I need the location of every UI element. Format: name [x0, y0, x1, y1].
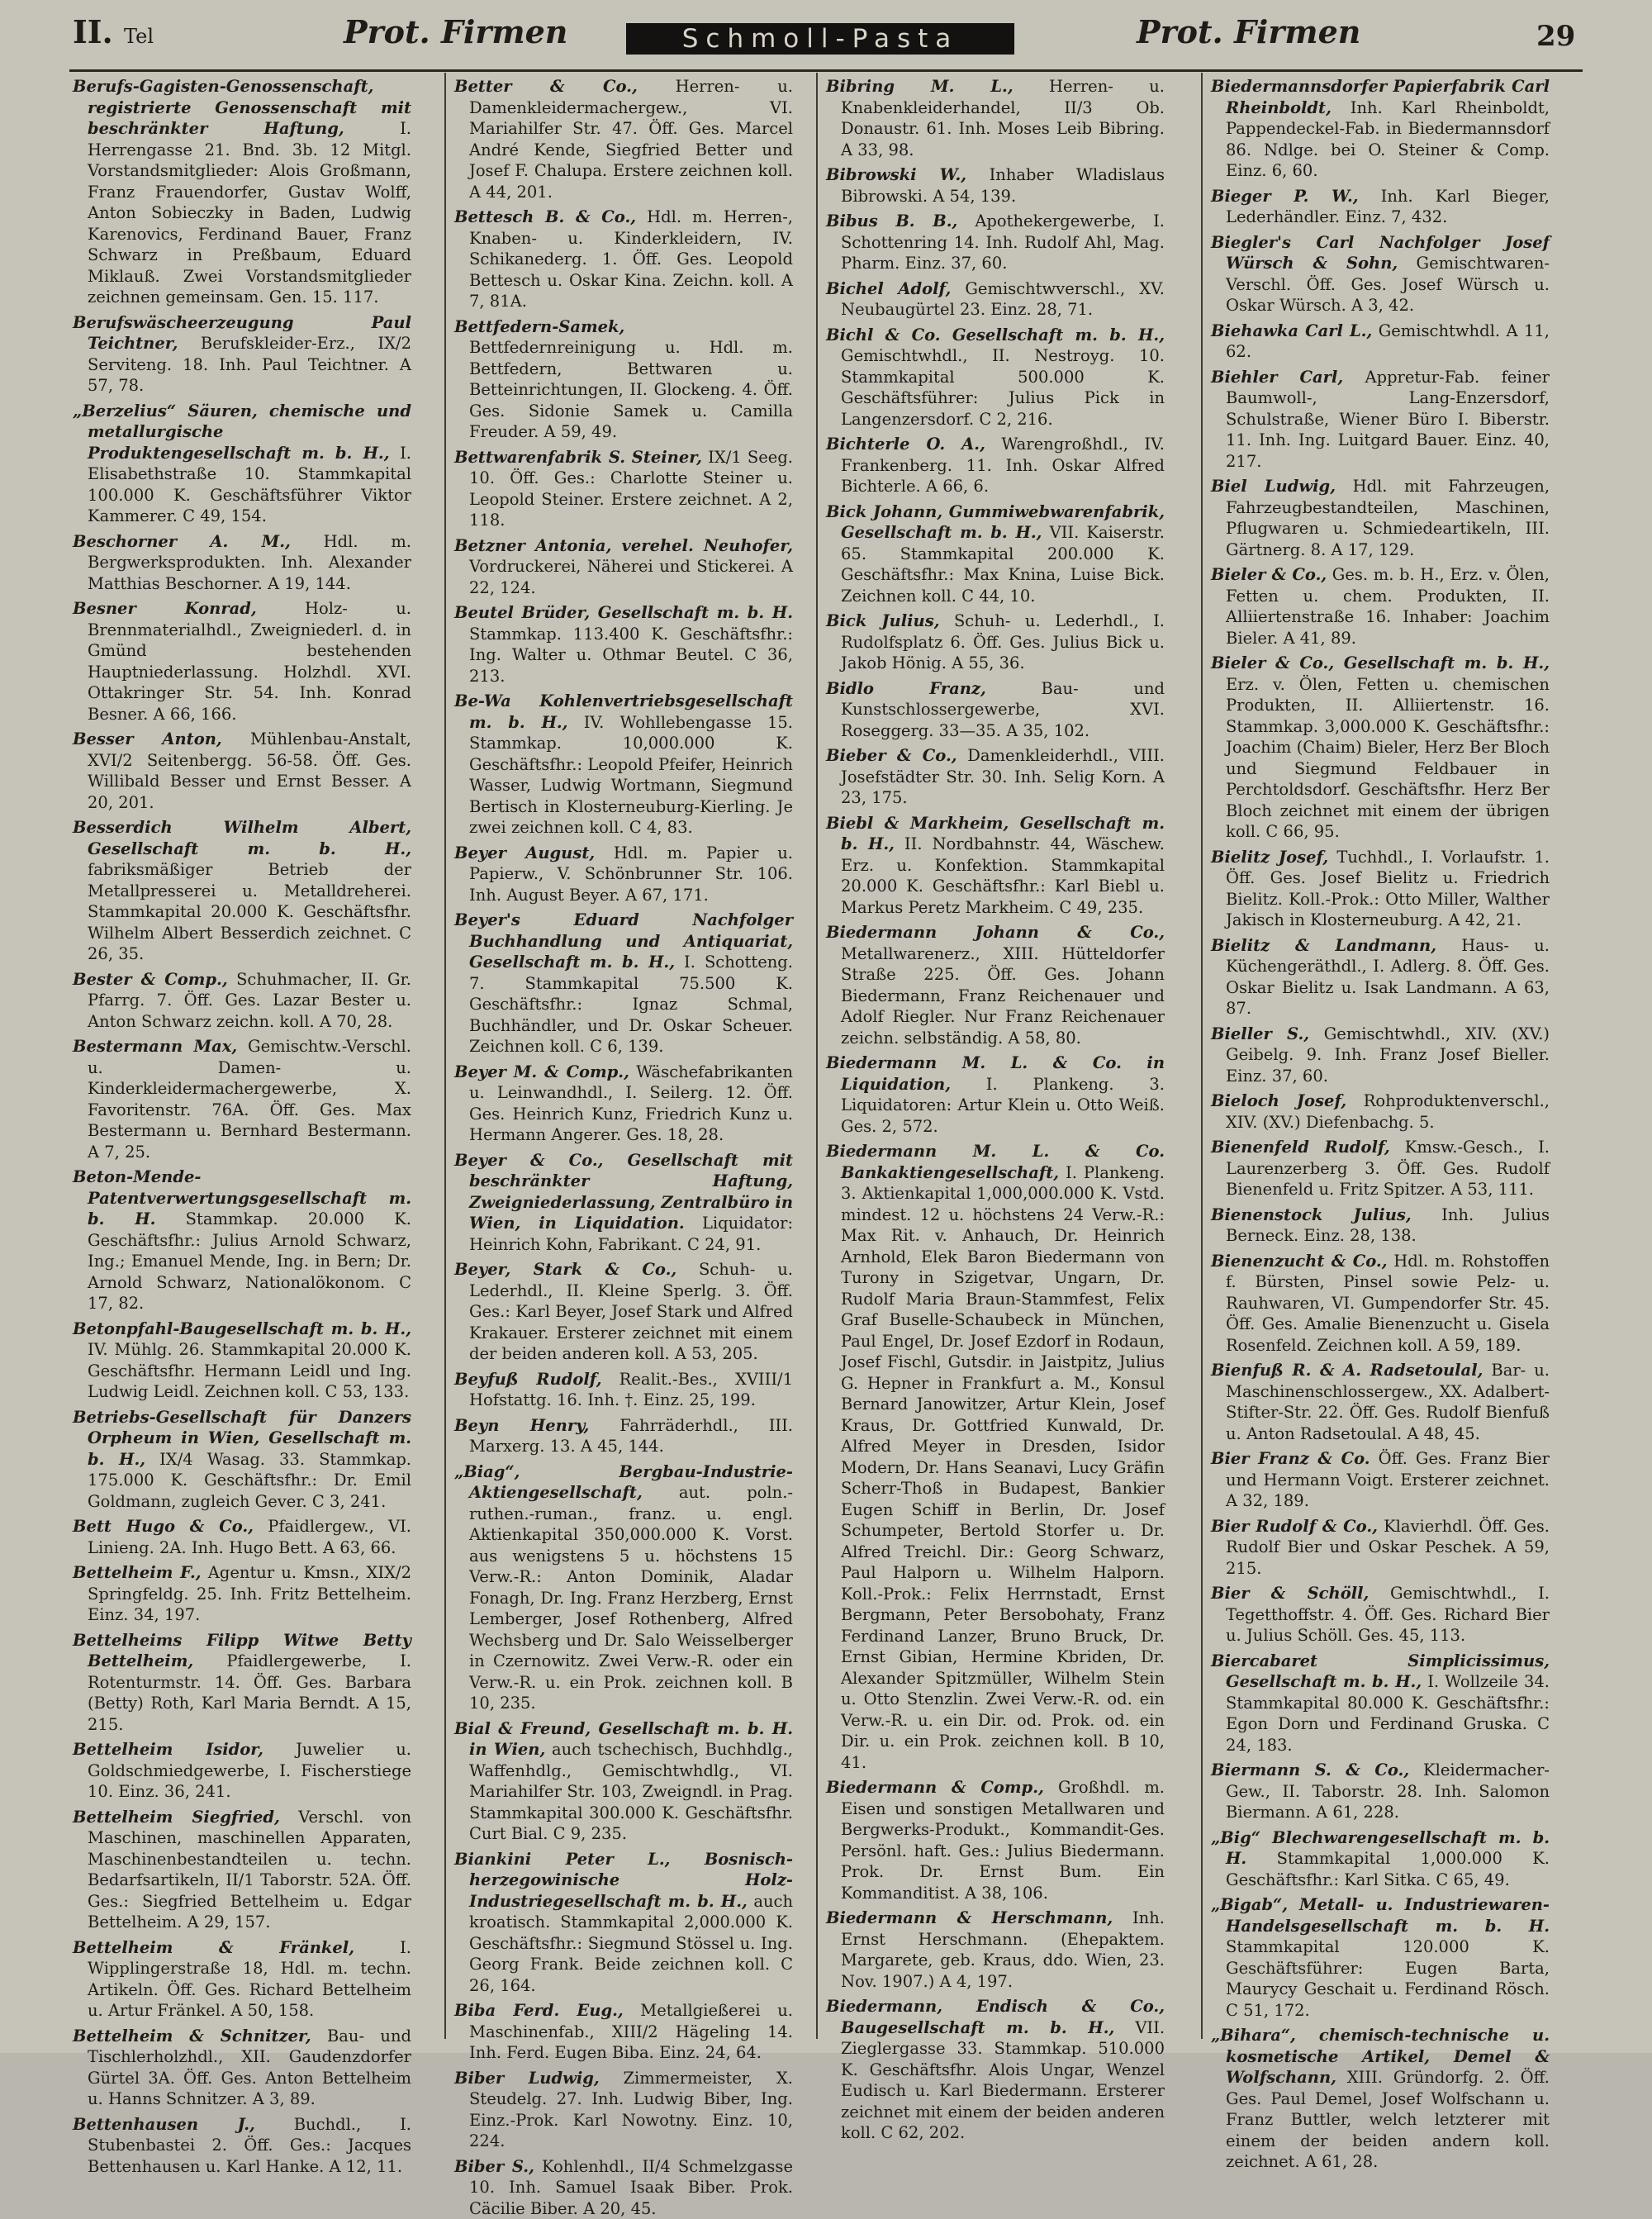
directory-entry	[1211, 1651, 1550, 1756]
directory-entry	[454, 602, 793, 687]
entry-details: Inh. Ernst Herschmann. (Ehepaktem. Margarete, geb. Kraus, ddo. Wien, 23. Nov. 1907.) A 4, 197.	[841, 1908, 1165, 1991]
entry-company-name: Bettelheims Filipp Witwe Betty Bettelheim,	[73, 1631, 411, 1671]
entry-details: Stammkap. 20.000 K. Geschäftsfhr.: Julius Arnold Schwarz, Ing.; Emanuel Mende, Ing. in Bern; Dr. Arnold Schwarz, Nationalökonom. C 17, 82.	[88, 1209, 411, 1313]
entry-details: Gemischtwhdl., I. Tegetthoffstr. 4. Öff. Ges. Richard Bier u. Julius Schöll. Ges. 45, 113.	[1226, 1584, 1550, 1645]
entry-details: Kmsw.-Gesch., I. Laurenzerberg 3. Öff. Ges. Rudolf Bienenfeld u. Fritz Spitzer. A 53, 111.	[1226, 1138, 1550, 1199]
entry-company-name: Biber Ludwig,	[454, 2069, 600, 2088]
directory-entry	[1211, 1090, 1550, 1133]
entry-details: Klavierhdl. Öff. Ges. Rudolf Bier und Oskar Peschek. A 59, 215.	[1226, 1517, 1550, 1578]
directory-entry	[1211, 232, 1550, 316]
directory-entry	[454, 1062, 793, 1146]
entry-details: Metallgießerei u. Maschinenfab., XIII/2 Hägeling 14. Inh. Ferd. Eugen Biba. Einz. 24, 64.	[469, 2001, 793, 2062]
entry-company-name: Biedermann & Comp.,	[826, 1778, 1044, 1797]
entry-details: Öff. Ges. Franz Bier und Hermann Voigt. Ersterer zeichnet. A 32, 189.	[1226, 1449, 1550, 1510]
entry-company-name: Bieler & Co.,	[1211, 565, 1327, 584]
entry-company-name: Bienfuß R. & A. Radsetoulal,	[1211, 1361, 1483, 1380]
entry-details: VII. Kaiserstr. 65. Stammkapital 200.000 K. Geschäftsfhr.: Max Knina, Luise Bick. Zeichnen koll. C 44, 10.	[841, 523, 1165, 606]
entry-details: Realit.-Bes., XVIII/1 Hofstattg. 16. Inh. †. Einz. 25, 199.	[469, 1370, 793, 1410]
entry-details: Schuh- u. Lederhdl., II. Kleine Sperlg. 3. Öff. Ges.: Karl Beyer, Josef Stark und Alfred Krakauer. Ersterer zeichnet mit einem der beiden anderen koll. A 53, 205.	[469, 1260, 793, 1363]
section-title-right: Prot. Firmen	[1137, 13, 1360, 50]
entry-details: Gemischtwverschl., XV. Neubaugürtel 23. Einz. 28, 71.	[841, 279, 1165, 320]
directory-entry	[73, 1516, 411, 1558]
entry-details: I. Wipplingerstraße 18, Hdl. m. techn. Artikeln. Öff. Ges. Richard Bettelheim u. Artur Fränkel. A 50, 158.	[88, 1938, 411, 2021]
entry-details: Ges. m. b. H., Erz. v. Ölen, Fetten u. chem. Produkten, II. Alliiertenstraße 16. Inhaber: Joachim Bieler. A 41, 89.	[1226, 565, 1550, 648]
directory-entry	[1211, 1137, 1550, 1200]
entry-company-name: „Bihara“, chemisch-technische u. kosmetische Artikel, Demel & Wolfschann,	[1211, 2026, 1550, 2087]
entry-details: Gemischtwhdl., II. Nestroyg. 10. Stammkapital 500.000 K. Geschäftsführer: Julius Pick in Langenzersdorf. C 2, 216.	[841, 346, 1165, 429]
entry-company-name: Bichel Adolf,	[826, 279, 951, 298]
entry-details: Damenkleiderhdl., VIII. Josefstädter Str. 30. Inh. Selig Korn. A 23, 175.	[841, 746, 1165, 807]
entry-company-name: „Berzelius“ Säuren, chemische und metallurgische Produktengesellschaft m. b. H.,	[73, 402, 411, 463]
directory-entry	[73, 531, 411, 595]
entry-company-name: Bestermann Max,	[73, 1037, 237, 1056]
entry-details: auch tschechisch, Buchhdlg., Waffenhdlg., Gemischtwhdlg., VI. Mariahilfer Str. 103, Zweigndl. in Prag. Stammkapital 300.000 K. Geschäftsfhr. Curt Bial. C 9, 235.	[469, 1740, 793, 1843]
entry-company-name: Bettwarenfabrik S. Steiner,	[454, 448, 702, 467]
entry-company-name: Bibring M. L.,	[826, 77, 1014, 96]
entry-company-name: Bieber & Co.,	[826, 746, 957, 765]
entry-company-name: Bick Julius,	[826, 611, 939, 630]
entry-details: Inhaber Wladislaus Bibrowski. A 54, 139.	[841, 165, 1165, 206]
entry-company-name: Biegler's Carl Nachfolger Josef Würsch & Sohn,	[1211, 233, 1550, 273]
directory-entry	[454, 1415, 793, 1457]
entry-company-name: Beton-Mende-Patentverwertungsgesellschaft m. b. H.	[73, 1167, 411, 1228]
entry-details: I. Herrengasse 21. Bnd. 3b. 12 Mitgl. Vorstandsmitglieder: Alois Großmann, Franz Frauendorfer, Gustav Wolff, Anton Sobieczky in Baden, Ludwig Karenovics, Ferdinand Bauer, Franz Schwarz in Preßbaum, Eduard Miklauß. Zwei Vorstandsmitglieder zeichnen gemeinsam. Gen. 15. 117.	[88, 119, 411, 306]
entry-company-name: Bibrowski W.,	[826, 165, 966, 184]
entry-company-name: Bettelheim & Fränkel,	[73, 1938, 354, 1957]
directory-entry	[1211, 476, 1550, 560]
directory-entry	[454, 1259, 793, 1365]
entry-company-name: Biedermann M. L. & Co. Bankaktiengesellschaft,	[826, 1142, 1165, 1182]
entry-details: Großhdl. m. Eisen und sonstigen Metallwaren und Bergwerks-Produkt., Kommandit-Ges. Persönl. haft. Ges.: Julius Biedermann. Prok. Dr. Ernst Bum. Ein Kommanditist. A 38, 106.	[841, 1778, 1165, 1903]
entry-company-name: Be-Wa Kohlenvertriebsgesellschaft m. b. H.,	[454, 691, 793, 732]
entry-company-name: Bester & Comp.,	[73, 970, 228, 989]
entry-company-name: Bienenfeld Rudolf,	[1211, 1138, 1390, 1157]
entry-company-name: Bienenstock Julius,	[1211, 1205, 1412, 1224]
column-divider	[816, 73, 818, 2039]
entry-company-name: Biber S.,	[454, 2157, 534, 2176]
directory-entry	[1211, 76, 1550, 182]
directory-entry	[1211, 1516, 1550, 1580]
entry-company-name: Bielitz Josef,	[1211, 848, 1328, 867]
entry-details: Tuchhdl., I. Vorlaufstr. 1. Öff. Ges. Josef Bielitz u. Friedrich Bielitz. Koll.-Prok.: Otto Miller, Walther Jakisch in Klosterneuburg. A 42, 21.	[1226, 848, 1550, 930]
directory-entry	[1211, 186, 1550, 228]
entry-details: XIII. Gründorfg. 2. Öff. Ges. Paul Demel, Josef Wolfschann u. Franz Buttler, welch letzterer mit einem der beiden andern koll. zeichnet. A 61, 28.	[1226, 2068, 1550, 2171]
directory-entry	[826, 501, 1165, 607]
directory-entry	[826, 164, 1165, 207]
directory-entry	[826, 278, 1165, 321]
directory-entry	[826, 211, 1165, 274]
directory-entry	[73, 729, 411, 813]
entry-details: Warengroßhdl., IV. Frankenberg. 11. Inh. Oskar Alfred Bichterle. A 66, 6.	[841, 435, 1165, 496]
entry-details: Hdl. m. Rohstoffen f. Bürsten, Pinsel sowie Pelz- u. Rauhwaren, VI. Gumpendorfer Str. 45. Öff. Ges. Amalie Bienenzucht u. Gisela Rosenfeld. Zeichnen koll. A 59, 189.	[1226, 1252, 1550, 1355]
entry-details: II. Nordbahnstr. 44, Wäschew. Erz. u. Konfektion. Stammkapital 20.000 K. Geschäftsfhr.: Karl Biebl u. Markus Peretz Markheim. C 49, 235.	[841, 834, 1165, 917]
directory-entry	[73, 1630, 411, 1736]
entry-details: Gemischtwhdl., XIV. (XV.) Geibelg. 9. Inh. Franz Josef Bieller. Einz. 37, 60.	[1226, 1024, 1550, 1086]
entry-details: Bar- u. Maschinenschlossergew., XX. Adalbert-Stifter-Str. 22. Öff. Ges. Rudolf Bienfuß u. Anton Radsetoulal. A 48, 45.	[1226, 1361, 1550, 1443]
entry-company-name: „Bigab“, Metall- u. Industriewaren-Handelsgesellschaft m. b. H.	[1211, 1895, 1550, 1936]
directory-entry	[1211, 653, 1550, 843]
directory-entry	[826, 813, 1165, 919]
entry-company-name: Betonpfahl-Baugesellschaft m. b. H.,	[73, 1319, 411, 1338]
directory-entry	[826, 325, 1165, 430]
entry-details: Liquidator: Heinrich Kohn, Fabrikant. C 24, 91.	[469, 1214, 793, 1254]
entry-details: Stammkapital 1,000.000 K. Geschäftsfhr.: Karl Sitka. C 65, 49.	[1226, 1849, 1550, 1889]
directory-entry	[1211, 1583, 1550, 1646]
entry-details: fabriksmäßiger Betrieb der Metallpresserei u. Metalldreherei. Stammkapital 20.000 K. Geschäftsfhr. Wilhelm Albert Besserdich zeichnet. C 26, 35.	[88, 860, 411, 963]
directory-entry	[454, 1849, 793, 1997]
entry-details: auch kroatisch. Stammkapital 2,000.000 K. Geschäftsfhr.: Siegmund Stössel u. Ing. Georg Frank. Beide zeichnen koll. C 26, 164.	[469, 1892, 793, 1995]
entry-company-name: Bett Hugo & Co.,	[73, 1517, 254, 1536]
entry-company-name: Bieler & Co., Gesellschaft m. b. H.,	[1211, 653, 1550, 672]
entry-details: Gemischtw.-Verschl. u. Damen- u. Kinderkleidermachergewerbe, X. Favoritenstr. 76A. Öff. Ges. Max Bestermann u. Bernhard Bestermann. A 7, 25.	[88, 1037, 411, 1162]
entry-company-name: Bieloch Josef,	[1211, 1091, 1346, 1110]
directory-entry	[73, 969, 411, 1033]
directory-entry	[826, 1052, 1165, 1137]
directory-entry	[73, 2026, 411, 2110]
directory-entry	[73, 1167, 411, 1314]
entry-details: Mühlenbau-Anstalt, XVI/2 Seitenbergg. 56-58. Öff. Ges. Willibald Besser und Ernst Besser. A 20, 201.	[88, 729, 411, 812]
entry-details: Agentur u. Kmsn., XIX/2 Springfeldg. 25. Inh. Fritz Bettelheim. Einz. 34, 197.	[88, 1563, 411, 1624]
directory-entry	[1211, 1827, 1550, 1891]
directory-entry	[1211, 1024, 1550, 1087]
directory-entry	[454, 1369, 793, 1411]
directory-entry	[454, 2068, 793, 2152]
entry-company-name: Beyer, Stark & Co.,	[454, 1260, 676, 1279]
entry-company-name: Beyer & Co., Gesellschaft mit beschränkter Haftung, Zweigniederlassung, Zentralbüro in Wien, in Liquidation.	[454, 1151, 793, 1233]
directory-entry	[826, 1996, 1165, 2144]
entry-details: Vordruckerei, Näherei und Stickerei. A 22, 124.	[469, 557, 793, 597]
directory-entry	[73, 401, 411, 527]
entry-details: I. Wollzeile 34. Stammkapital 80.000 K. Geschäftsfhr.: Egon Dorn und Ferdinand Gruska. C 24, 183.	[1226, 1672, 1550, 1755]
directory-entry	[73, 1319, 411, 1403]
directory-entry	[826, 1141, 1165, 1773]
entry-company-name: Berufs-Gagisten-Genossenschaft, registrierte Genossenschaft mit beschränkter Haftung,	[73, 77, 411, 138]
entry-company-name: Beyn Henry,	[454, 1416, 589, 1435]
directory-entry	[73, 1807, 411, 1933]
entry-company-name: Bichl & Co. Gesellschaft m. b. H.,	[826, 325, 1165, 344]
entry-details: aut. poln.-ruthen.-ruman., franz. u. engl. Aktienkapital 350,000.000 K. Vorst. aus wenigstens 5 u. höchstens 15 Verw.-R.: Anton Dominik, Aladar Fonagh, Dr. Ing. Franz Herzberg, Ernst Lemberger, Josef Rothenberg, Alfred Wechsberg und Dr. Salo Weisselberger in Czernowitz. Zwei Verw.-R. oder ein Verw.-R. u. ein Prok. zeichnen koll. B 10, 235.	[469, 1483, 793, 1713]
directory-entry	[73, 817, 411, 965]
entry-company-name: Bibus B. B.,	[826, 211, 957, 230]
entry-details: Kohlenhdl., II/4 Schmelzgasse 10. Inh. Samuel Isaak Biber. Prok. Cäcilie Biber. A 20, 45.	[469, 2157, 793, 2218]
entry-details: Pfaidlergew., VI. Linieng. 2A. Inh. Hugo Bett. A 63, 66.	[88, 1517, 411, 1557]
entry-company-name: Bier Rudolf & Co.,	[1211, 1517, 1378, 1536]
entry-details: IV. Mühlg. 26. Stammkapital 20.000 K. Geschäftsfhr. Hermann Leidl und Ing. Ludwig Leidl. Zeichnen koll. C 53, 133.	[88, 1340, 411, 1401]
entry-company-name: Bettesch B. & Co.,	[454, 207, 636, 226]
column-divider	[444, 73, 446, 2039]
advertising-banner: Schmoll-Pasta	[626, 23, 1014, 55]
directory-entry	[1211, 2025, 1550, 2173]
directory-entry	[454, 2156, 793, 2219]
entry-details: Berufskleider-Erz., IX/2 Serviteng. 18. Inh. Paul Teichtner. A 57, 78.	[88, 334, 411, 395]
directory-entry	[73, 1739, 411, 1803]
page-number: 29	[1536, 20, 1575, 53]
entry-company-name: „Biag“, Bergbau-Industrie-Aktiengesellschaft,	[454, 1462, 793, 1503]
entry-details: Appretur-Fab. feiner Baumwoll-, Lang-Enzersdorf, Schulstraße, Wiener Büro I. Biberstr. 11. Inh. Ing. Luitgard Bauer. Einz. 40, 217.	[1226, 368, 1550, 471]
entry-details: Erz. v. Ölen, Fetten u. chemischen Produkten, II. Alliiertenstr. 16. Stammkap. 3,000.000 K. Geschäftsfhr.: Joachim (Chaim) Bieler, Herz Ber Bloch und Siegmund Feldbauer in Perchtoldsdorf. Geschäftsfhr. Herz Ber Bloch zeichnet mit einem der übrigen koll. C 66, 95.	[1226, 675, 1550, 842]
entry-details: Herren- u. Damenkleidermachergew., VI. Mariahilfer Str. 47. Öff. Ges. Marcel André Kende, Siegfried Better und Josef F. Chalupa. Erstere zeichnen koll. A 44, 201.	[469, 77, 793, 202]
entry-company-name: Biedermann M. L. & Co. in Liquidation,	[826, 1053, 1165, 1094]
entry-details: Pfaidlergewerbe, I. Rotenturmstr. 14. Öff. Ges. Barbara (Betty) Roth, Karl Maria Berndt. A 15, 215.	[88, 1651, 411, 1734]
entry-company-name: Biel Ludwig,	[1211, 477, 1336, 496]
directory-entry	[73, 598, 411, 725]
entry-details: Herren- u. Knabenkleiderhandel, II/3 Ob. Donaustr. 61. Inh. Moses Leib Bibring. A 33, 98.	[841, 77, 1165, 159]
entry-company-name: Besner Konrad,	[73, 599, 257, 618]
entry-details: Buchdl., I. Stubenbastei 2. Öff. Ges.: Jacques Bettenhausen u. Karl Hanke. A 12, 11.	[88, 2115, 411, 2176]
entry-company-name: Beyer August,	[454, 843, 595, 862]
directory-entry	[826, 1908, 1165, 1992]
entry-company-name: Bettfedern-Samek,	[454, 317, 624, 336]
page-header	[0, 0, 1652, 58]
entry-company-name: Besser Anton,	[73, 729, 222, 748]
entry-company-name: Biedermann & Herschmann,	[826, 1908, 1113, 1927]
entry-company-name: Beutel Brüder, Gesellschaft m. b. H.	[454, 603, 793, 622]
header-rule	[69, 69, 1583, 72]
column-2	[454, 76, 793, 2034]
entry-details: Zimmermeister, X. Steudelg. 27. Inh. Ludwig Biber, Ing. Einz.-Prok. Karl Nowotny. Einz. 10, 224.	[469, 2069, 793, 2151]
directory-entry	[73, 1036, 411, 1162]
entry-company-name: Beyer M. & Comp.,	[454, 1062, 629, 1081]
directory-entry	[826, 76, 1165, 160]
entry-company-name: Beyfuß Rudolf,	[454, 1370, 602, 1389]
entry-company-name: Bettelheim & Schnitzer,	[73, 2027, 311, 2046]
entry-details: VII. Zieglergasse 33. Stammkap. 510.000 K. Geschäftsfhr. Alois Ungar, Wenzel Eudisch u. Karl Biedermann. Ersterer zeichnet mit einem der beiden anderen koll. C 62, 202.	[841, 2018, 1165, 2143]
directory-entry	[454, 76, 793, 202]
entry-company-name: Biedermannsdorfer Papierfabrik Carl Rheinboldt,	[1211, 77, 1550, 117]
entry-company-name: Biankini Peter L., Bosnisch-herzegowinische Holz-Industriegesellschaft m. b. H.,	[454, 1850, 793, 1911]
entry-details: Gemischtwhdl. A 11, 62.	[1226, 321, 1550, 362]
entry-company-name: Betriebs-Gesellschaft für Danzers Orpheum in Wien, Gesellschaft m. b. H.,	[73, 1408, 411, 1469]
entry-company-name: Bial & Freund, Gesellschaft m. b. H. in Wien,	[454, 1719, 793, 1760]
entry-details: Apothekergewerbe, I. Schottenring 14. Inh. Rudolf Ahl, Mag. Pharm. Einz. 37, 60.	[841, 211, 1165, 273]
entry-company-name: Biercabaret Simplicissimus, Gesellschaft m. b. H.,	[1211, 1651, 1550, 1692]
entry-company-name: Better & Co.,	[454, 77, 638, 96]
entry-details: I. Schotteng. 7. Stammkapital 75.500 K. Geschäftsfhr.: Ignaz Schmal, Buchhändler, und Dr. Oskar Scheuer. Zeichnen koll. C 6, 139.	[469, 953, 793, 1056]
directory-entry	[826, 678, 1165, 742]
entry-company-name: Biehawka Carl L.,	[1211, 321, 1372, 340]
entry-details: Schuh- u. Lederhdl., I. Rudolfsplatz 6. Öff. Ges. Julius Bick u. Jakob Hönig. A 55, 36.	[841, 611, 1165, 672]
entry-company-name: Beschorner A. M.,	[73, 532, 291, 551]
directory-entry	[454, 535, 793, 599]
entry-details: Stammkapital 120.000 K. Geschäftsführer: Eugen Barta, Maurycy Geschait u. Ferdinand Rösch. C 51, 172.	[1226, 1937, 1550, 2020]
directory-entry	[454, 447, 793, 531]
entry-company-name: Bettelheim Siegfried,	[73, 1808, 280, 1827]
entry-details: Hdl. m. Bergwerksprodukten. Inh. Alexander Matthias Beschorner. A 19, 144.	[88, 532, 411, 593]
directory-entry	[454, 207, 793, 312]
directory-entry	[1211, 1448, 1550, 1512]
entry-company-name: Berufswäscheerzeugung Paul Teichtner,	[73, 313, 411, 354]
entry-company-name: Beyer's Eduard Nachfolger Buchhandlung und Antiquariat, Gesellschaft m. b. H.,	[454, 910, 793, 972]
entry-company-name: Bielitz & Landmann,	[1211, 936, 1436, 955]
entry-details: Hdl. m. Papier u. Papierw., V. Schönbrunner Str. 106. Inh. August Beyer. A 67, 171.	[469, 843, 793, 905]
entry-company-name: Besserdich Wilhelm Albert, Gesellschaft m. b. H.,	[73, 818, 411, 858]
directory-entry	[454, 1718, 793, 1845]
directory-entry	[1211, 1205, 1550, 1247]
entry-details: Inh. Julius Berneck. Einz. 28, 138.	[1226, 1205, 1550, 1246]
directory-entry	[826, 745, 1165, 809]
directory-entry	[1211, 321, 1550, 363]
directory-entry	[1211, 847, 1550, 931]
entry-details: Hdl. mit Fahrzeugen, Fahrzeugbestandteilen, Maschinen, Pflugwaren u. Schmiedeartikeln, III. Gärtnerg. 8. A 17, 129.	[1226, 477, 1550, 559]
column-1	[73, 76, 411, 2034]
entry-company-name: Bier & Schöll,	[1211, 1584, 1369, 1603]
directory-entry	[1211, 564, 1550, 649]
entry-details: Holz- u. Brennmaterialhdl., Zweigniederl. d. in Gmünd bestehenden Hauptniederlassung. Holzhdl. XVI. Ottakringer Str. 54. Inh. Konrad Besner. A 66, 166.	[88, 599, 411, 724]
entry-company-name: Bieger P. W.,	[1211, 187, 1359, 206]
directory-entry	[1211, 935, 1550, 1019]
directory-entry	[826, 434, 1165, 497]
entry-details: Gemischtwaren-Verschl. Öff. Ges. Josef Würsch u. Oskar Würsch. A 3, 42.	[1226, 254, 1550, 315]
entry-company-name: Biedermann, Endisch & Co., Baugesellschaft m. b. H.,	[826, 1997, 1165, 2037]
entry-details: Fahrräderhdl., III. Marxerg. 13. A 45, 144.	[469, 1416, 793, 1456]
directory-entry	[826, 611, 1165, 674]
directory-entry	[826, 1777, 1165, 1903]
entry-details: Metallwarenerz., XIII. Hütteldorfer Straße 225. Öff. Ges. Johann Biedermann, Franz Reichenauer und Adolf Riegler. Nur Franz Reichenauer zeichn. selbständig. A 58, 80.	[841, 944, 1165, 1048]
column-divider	[1201, 73, 1203, 2039]
entry-company-name: Bienenzucht & Co.,	[1211, 1252, 1388, 1271]
directory-entry	[73, 1562, 411, 1626]
directory-entry	[454, 316, 793, 443]
directory-entry	[454, 1150, 793, 1256]
entry-details: Hdl. m. Herren-, Knaben- u. Kinderkleidern, IV. Schikanederg. 1. Öff. Ges. Leopold Bettesch u. Oskar Kina. Zeichn. koll. A 7, 81A.	[469, 207, 793, 311]
directory-entry	[454, 843, 793, 906]
entry-details: Kleidermacher-Gew., II. Taborstr. 28. Inh. Salomon Biermann. A 61, 228.	[1226, 1760, 1550, 1822]
directory-entry	[454, 1461, 793, 1714]
entry-details: IV. Wohllebengasse 15. Stammkap. 10,000.000 K. Geschäftsfhr.: Leopold Pfeifer, Heinrich Wasser, Ludwig Wortmann, Siegmund Bertisch in Klosterneuburg-Kierling. Je zwei zeichnen koll. C 4, 83.	[469, 713, 793, 838]
directory-entry	[1211, 367, 1550, 473]
entry-details: Rohproduktenverschl., XIV. (XV.) Diefenbachg. 5.	[1226, 1091, 1550, 1132]
entry-details: Verschl. von Maschinen, maschinellen Apparaten, Maschinenbestandteilen u. techn. Bedarfsartikeln, II/1 Taborstr. 52A. Öff. Ges.: Siegfried Bettelheim u. Edgar Bettelheim. A 29, 157.	[88, 1808, 411, 1932]
entry-details: I. Elisabethstraße 10. Stammkapital 100.000 K. Geschäftsführer Viktor Kammerer. C 49, 154.	[88, 444, 411, 526]
entry-company-name: Bier Franz & Co.	[1211, 1449, 1370, 1468]
entry-details: Bettfedernreinigung u. Hdl. m. Bettfedern, Bettwaren u. Betteinrichtungen, II. Glockeng. 4. Öff. Ges. Sidonie Samek u. Camilla Freuder. A 59, 49.	[469, 338, 793, 441]
entry-company-name: Biehler Carl,	[1211, 368, 1343, 387]
section-title-left: Prot. Firmen	[344, 13, 567, 50]
entry-details: Haus- u. Küchengeräthdl., I. Adlerg. 8. Öff. Ges. Oskar Bielitz u. Isak Landmann. A 63, 87.	[1226, 936, 1550, 1019]
directory-entry	[454, 2000, 793, 2064]
entry-details: Schuhmacher, II. Gr. Pfarrg. 7. Öff. Ges. Lazar Bester u. Anton Schwarz zeichn. koll. A 70, 28.	[88, 970, 411, 1031]
entry-details: Stammkap. 113.400 K. Geschäftsfhr.: Ing. Walter u. Othmar Beutel. C 36, 213.	[469, 625, 793, 686]
directory-entry	[454, 691, 793, 839]
entry-company-name: Bieller S.,	[1211, 1024, 1309, 1043]
directory-entry	[73, 1407, 411, 1513]
part-number: II.	[73, 13, 113, 50]
directory-entry	[73, 312, 411, 397]
entry-details: Juwelier u. Goldschmiedgewerbe, I. Fischerstiege 10. Einz. 36, 241.	[88, 1740, 411, 1801]
entry-company-name: Biba Ferd. Eug.,	[454, 2001, 624, 2020]
directory-entry	[73, 2114, 411, 2178]
column-3	[826, 76, 1165, 2034]
entry-company-name: Bichterle O. A.,	[826, 435, 985, 454]
entry-company-name: Biebl & Markheim, Gesellschaft m. b. H.,	[826, 814, 1165, 854]
entry-company-name: Bidlo Franz,	[826, 679, 986, 698]
column-4	[1211, 76, 1550, 2034]
entry-details: Inh. Karl Bieger, Lederhändler. Einz. 7, 432.	[1226, 187, 1550, 227]
directory-entry	[1211, 1251, 1550, 1357]
directory-entry	[454, 910, 793, 1057]
entry-details: I. Plankeng. 3. Liquidatoren: Artur Klein u. Otto Weiß. Ges. 2, 572.	[841, 1075, 1165, 1136]
entry-details: I. Plankeng. 3. Aktienkapital 1,000,000.000 K. Vstd. mindest. 12 u. höchstens 24 Verw.-R.: Max Rit. v. Anhauch, Dr. Heinrich Arnhold, Elek Baron Biedermann von Turony in Szigetvar, Ungarn, Dr. Rudolf Maria Braun-Stammfest, Felix Graf Buselle-Schaubeck in München, Paul Engel, Dr. Josef Ezdorf in Rodaun, Josef Fischl, Gutsdir. in Jaistpitz, Julius G. Hepner in Frankfurt a. M., Konsul Bernard Janowitzer, Artur Klein, Josef Kraus, Dr. Gottfried Kunwald, Dr. Alfred Meyer in Dresden, Isidor Modern, Dr. Hans Seanavi, Lucy Gräfin Scherr-Thoß in Budapest, Bankier Eugen Schiff in Berlin, Dr. Josef Schumpeter, Bertold Storfer u. Dr. Alfred Treichl. Dir.: Georg Schwarz, Paul Halporn u. Wilhelm Halporn. Koll.-Prok.: Felix Herrnstadt, Ernst Bergmann, Peter Bersobohaty, Franz Ferdinand Lanzer, Bruno Bruck, Dr. Ernst Gibian, Hermine Kbriden, Dr. Alexander Spitzmüller, Wilhelm Stein u. Otto Stenzlin. Zwei Verw.-R. od. ein Verw.-R. u. ein Dir. od. Prok. od. ein Dir. u. ein Prok. zeichnen koll. B 10, 41.	[841, 1163, 1165, 1772]
directory-entry	[1211, 1360, 1550, 1444]
part-tag: Tel	[124, 25, 154, 48]
directory-entry	[73, 76, 411, 308]
entry-company-name: Bettenhausen J.,	[73, 2115, 255, 2134]
entry-details: Wäschefabrikanten u. Leinwandhdl., I. Seilerg. 12. Öff. Ges. Heinrich Kunz, Friedrich Kunz u. Hermann Angerer. Ges. 18, 28.	[469, 1062, 793, 1145]
directory-entry	[826, 922, 1165, 1048]
entry-company-name: Bick Johann, Gummiwebwarenfabrik, Gesellschaft m. b. H.,	[826, 502, 1165, 543]
entry-company-name: Bettelheim F.,	[73, 1563, 202, 1582]
entry-company-name: Bettelheim Isidor,	[73, 1740, 263, 1759]
entry-details: IX/1 Seeg. 10. Öff. Ges.: Charlotte Steiner u. Leopold Steiner. Erstere zeichnet. A 2, 118.	[469, 448, 793, 530]
entry-details: Bau- und Tischlerholzhdl., XII. Gaudenzdorfer Gürtel 3A. Öff. Ges. Anton Bettelheim u. Hanns Schnitzer. A 3, 89.	[88, 2027, 411, 2109]
entry-details: Bau- und Kunstschlossergewerbe, XVI. Roseggerg. 33—35. A 35, 102.	[841, 679, 1165, 740]
directory-entry	[1211, 1894, 1550, 2021]
entry-company-name: Biermann S. & Co.,	[1211, 1760, 1409, 1779]
part-label	[73, 13, 154, 50]
directory-entry	[1211, 1760, 1550, 1823]
entry-company-name: „Big“ Blechwarengesellschaft m. b. H.	[1211, 1828, 1550, 1869]
entry-company-name: Biedermann Johann & Co.,	[826, 923, 1165, 942]
entry-company-name: Betzner Antonia, verehel. Neuhofer,	[454, 536, 793, 555]
entry-details: IX/4 Wasag. 33. Stammkap. 175.000 K. Geschäftsfhr.: Dr. Emil Goldmann, zugleich Gever. C 3, 241.	[88, 1450, 411, 1511]
directory-entry	[73, 1937, 411, 2022]
entry-details: Inh. Karl Rheinboldt, Pappendeckel-Fab. in Biedermannsdorf 86. Ndlge. bei O. Steiner & Comp. Einz. 6, 60.	[1226, 98, 1550, 181]
